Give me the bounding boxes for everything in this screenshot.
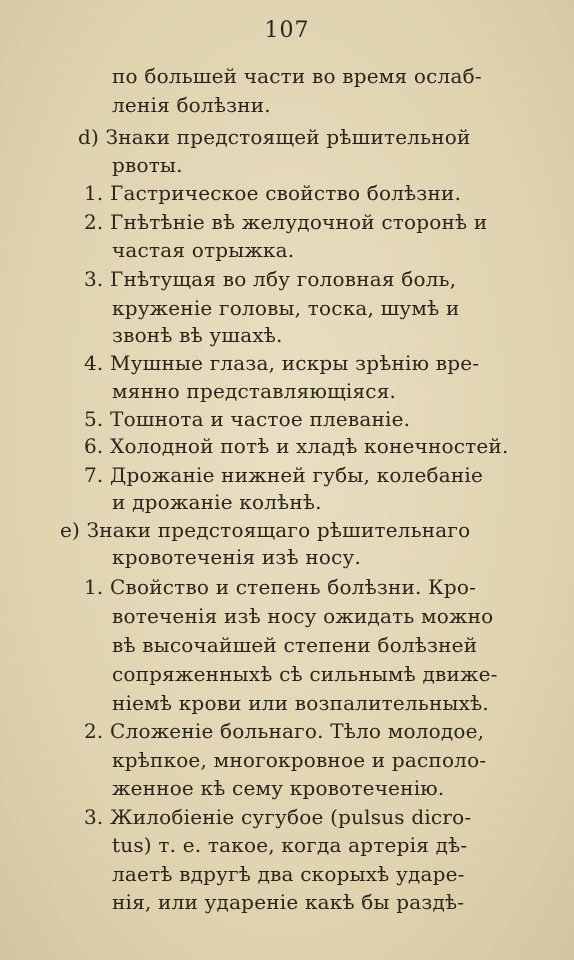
text-line: 2. Сложеніе больнаго. Тѣло молодое, bbox=[84, 719, 485, 743]
text-line: ленія болѣзни. bbox=[112, 93, 271, 117]
text-line: 5. Тошнота и частое плеваніе. bbox=[84, 407, 411, 431]
text-line: 3. Жилобіеніе сугубое (pulsus dicro- bbox=[84, 805, 472, 829]
text-line: круженіе головы, тоска, шумѣ и bbox=[112, 296, 460, 320]
text-line: ніемѣ крови или возпалительныхѣ. bbox=[112, 691, 489, 715]
text-line: tus) т. е. такое, когда артерія дѣ- bbox=[112, 833, 468, 857]
text-line: лаетѣ вдругѣ два скорыхѣ ударе- bbox=[112, 862, 465, 886]
text-line: вѣ высочайшей степени болѣзней bbox=[112, 633, 478, 657]
text-line: d) Знаки предстоящей рѣшительной bbox=[78, 125, 471, 149]
text-line: e) Знаки предстоящаго рѣшительнаго bbox=[60, 518, 471, 542]
text-line: частая отрыжка. bbox=[112, 238, 295, 262]
text-line: сопряженныхѣ сѣ сильнымѣ движе- bbox=[112, 662, 498, 686]
text-line: 2. Гнѣтѣніе вѣ желудочной сторонѣ и bbox=[84, 210, 488, 234]
text-line: женное кѣ сему кровотеченію. bbox=[112, 776, 445, 800]
text-line: крѣпкое, многокровное и располо- bbox=[112, 748, 487, 772]
text-line: и дрожаніе колѣнѣ. bbox=[112, 490, 322, 514]
text-line: по большей части во время ослаб- bbox=[112, 64, 482, 88]
text-line: 6. Холодной потѣ и хладѣ конечностей. bbox=[84, 434, 509, 458]
text-line: 1. Свойство и степень болѣзни. Кро- bbox=[84, 575, 477, 599]
text-line: звонѣ вѣ ушахѣ. bbox=[112, 323, 283, 347]
text-line: 1. Гастрическое свойство болѣзни. bbox=[84, 181, 462, 205]
text-line: вотеченія изѣ носу ожидать можно bbox=[112, 604, 494, 628]
text-line: рвоты. bbox=[112, 153, 183, 177]
text-line: нія, или удареніе какѣ бы раздѣ- bbox=[112, 890, 465, 914]
text-line: 3. Гнѣтущая во лбу головная боль, bbox=[84, 267, 457, 291]
text-line: кровотеченія изѣ носу. bbox=[112, 545, 362, 569]
text-line: мянно представляющіяся. bbox=[112, 379, 397, 403]
text-line: 4. Мушные глаза, искры зрѣнію вре- bbox=[84, 351, 480, 375]
text-line: 7. Дрожаніе нижней губы, колебаніе bbox=[84, 463, 484, 487]
page-number: 107 bbox=[264, 18, 310, 43]
